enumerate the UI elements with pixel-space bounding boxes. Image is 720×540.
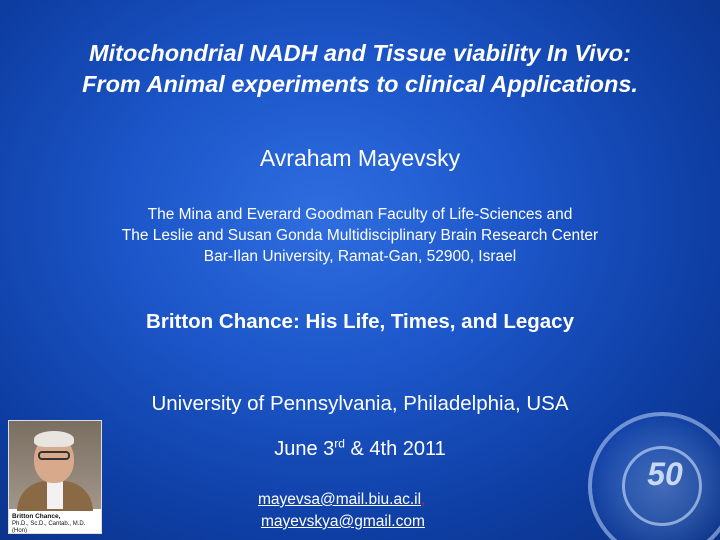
photo-caption-name: Britton Chance, [12, 513, 61, 520]
affiliation-line-3: Bar-Ilan University, Ramat-Gan, 52900, Israel [203, 248, 517, 265]
affiliation-line-1: The Mina and Everard Goodman Faculty of Life-Sciences and [147, 206, 573, 223]
photo-shirt [47, 481, 63, 509]
date-suffix: & 4th 2011 [344, 438, 446, 460]
title-line-2: From Animal experiments to clinical Applications. [82, 71, 638, 97]
event-title: Britton Chance: His Life, Times, and Legacy [146, 310, 574, 333]
affiliation [0, 204, 720, 267]
email-link-1[interactable]: mayevsa@mail.biu.ac.il [258, 491, 422, 508]
university-seal-logo [588, 412, 720, 540]
photo-hair [34, 431, 74, 447]
email-line-1 [258, 491, 425, 509]
title-line-1: Mitochondrial NADH and Tissue viability In Vivo: [89, 40, 631, 66]
photo-glasses [38, 451, 70, 460]
venue: University of Pennsylvania, Philadelphia, USA [151, 392, 569, 415]
email-link-2[interactable]: mayevskya@gmail.com [261, 513, 425, 530]
author-name: Avraham Mayevsky [259, 145, 461, 171]
photo-caption-degrees: Ph.D., Sc.D., Cantab., M.D. (Hon) [12, 521, 86, 534]
date-ordinal: rd [334, 436, 345, 451]
email-separator: , [421, 491, 426, 508]
date-prefix: June 3 [274, 438, 335, 460]
seal-number: 50 [647, 456, 683, 492]
slide-title [0, 38, 720, 100]
affiliation-line-2: The Leslie and Susan Gonda Multidisciplinary Brain Research Center [121, 227, 599, 244]
portrait-photo [8, 420, 102, 534]
photo-caption [9, 511, 101, 533]
